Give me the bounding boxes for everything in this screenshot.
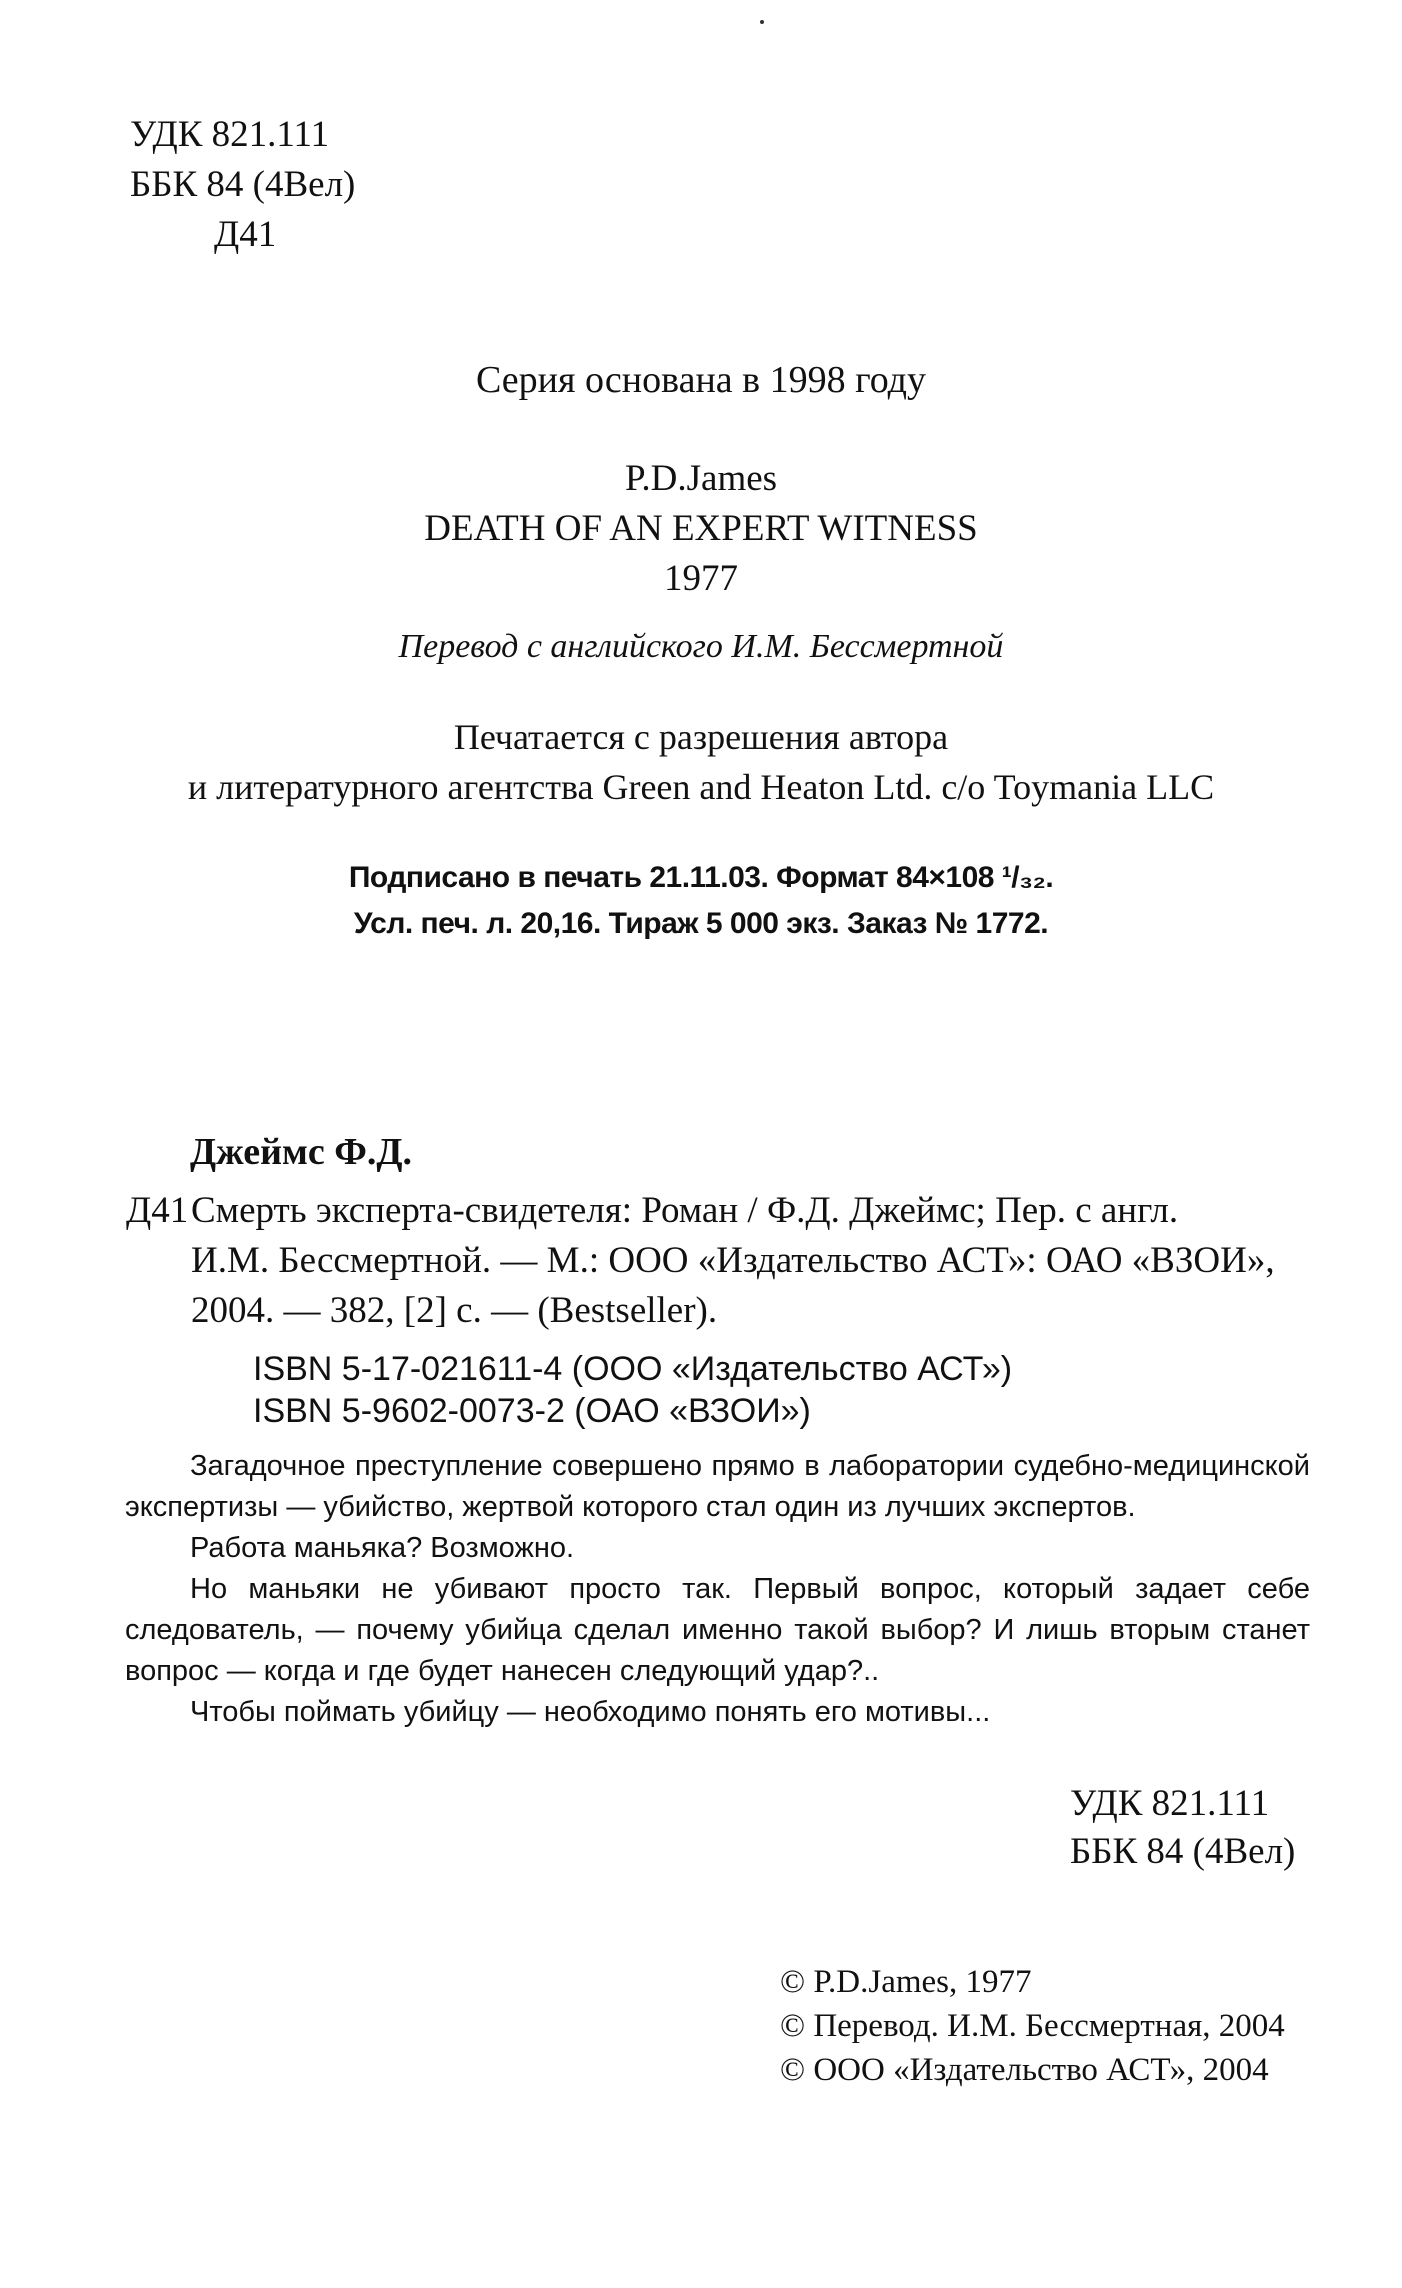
permission-line: Печатается с разрешения автора	[453, 717, 949, 757]
udk-code: УДК 821.111	[130, 114, 330, 155]
copyright-block	[780, 1960, 1285, 2092]
permission-line: и литературного агентства Green and Heaton Ltd. c/o Toymania LLC	[187, 767, 1215, 807]
original-year: 1977	[664, 558, 738, 599]
biblio-text: Смерть эксперта-свидетеля: Роман / Ф.Д. Джеймс; Пер. с англ.	[191, 1190, 1179, 1231]
annotation-paragraph: Загадочное преступление совершено прямо в лаборатории судебно-медицинской экспертизы — убийство, жертвой которого стал один из лучших экспертов.	[125, 1450, 1310, 1523]
original-title: DEATH OF AN EXPERT WITNESS	[424, 508, 978, 549]
isbn-line: ISBN 5-17-021611-4 (ООО «Издательство АСТ»)	[253, 1350, 1013, 1388]
biblio-line: И.М. Бессмертной. — М.: ООО «Издательство АСТ»: ОАО «ВЗОИ»,	[191, 1240, 1275, 1281]
isbn-line: ISBN 5-9602-0073-2 (ОАО «ВЗОИ»)	[253, 1392, 811, 1430]
original-author: P.D.James	[624, 458, 778, 499]
copyright-line: © ООО «Издательство АСТ», 2004	[780, 2052, 1269, 2088]
bibliographic-record	[126, 1186, 1306, 1336]
annotation-paragraph: Чтобы поймать убийцу — необходимо понять его мотивы...	[190, 1696, 991, 1728]
printing-line: Подписано в печать 21.11.03. Формат 84×108 ¹/₃₂.	[348, 861, 1054, 894]
printing-details	[0, 855, 1402, 947]
speck-mark	[760, 20, 764, 24]
bbk-code: ББК 84 (4Вел)	[1070, 1831, 1296, 1872]
biblio-line: 2004. — 382, [2] с. — (Bestseller).	[191, 1290, 718, 1331]
biblio-line	[126, 1186, 1306, 1236]
udk-code: УДК 821.111	[1070, 1783, 1270, 1824]
copyright-line: © Перевод. И.М. Бессмертная, 2004	[780, 2008, 1285, 2044]
series-note: Серия основана в 1998 году	[476, 359, 926, 401]
classification-codes-bottom	[1070, 1780, 1295, 1876]
annotation	[125, 1446, 1310, 1733]
annotation-paragraph: Но маньяки не убивают просто так. Первый вопрос, который задает себе следователь, — почему убийца сделал именно такой выбор? И лишь вторым станет вопрос — когда и где будет нанесен следующий удар?..	[125, 1573, 1310, 1687]
classification-codes-top	[130, 110, 355, 260]
translation-note: Перевод с английского И.М. Бессмертной	[398, 628, 1004, 665]
biblio-code: Д41	[126, 1190, 189, 1231]
printing-line: Усл. печ. л. 20,16. Тираж 5 000 экз. Заказ № 1772.	[353, 907, 1049, 940]
copyright-line: © P.D.James, 1977	[780, 1964, 1032, 2000]
permission-note	[0, 712, 1402, 812]
isbn-list	[253, 1348, 1012, 1432]
author-heading: Джеймс Ф.Д.	[190, 1131, 412, 1173]
bbk-code: ББК 84 (4Вел)	[130, 164, 356, 205]
original-edition	[0, 454, 1402, 604]
author-code: Д41	[214, 214, 277, 255]
annotation-paragraph: Работа маньяка? Возможно.	[190, 1532, 575, 1564]
